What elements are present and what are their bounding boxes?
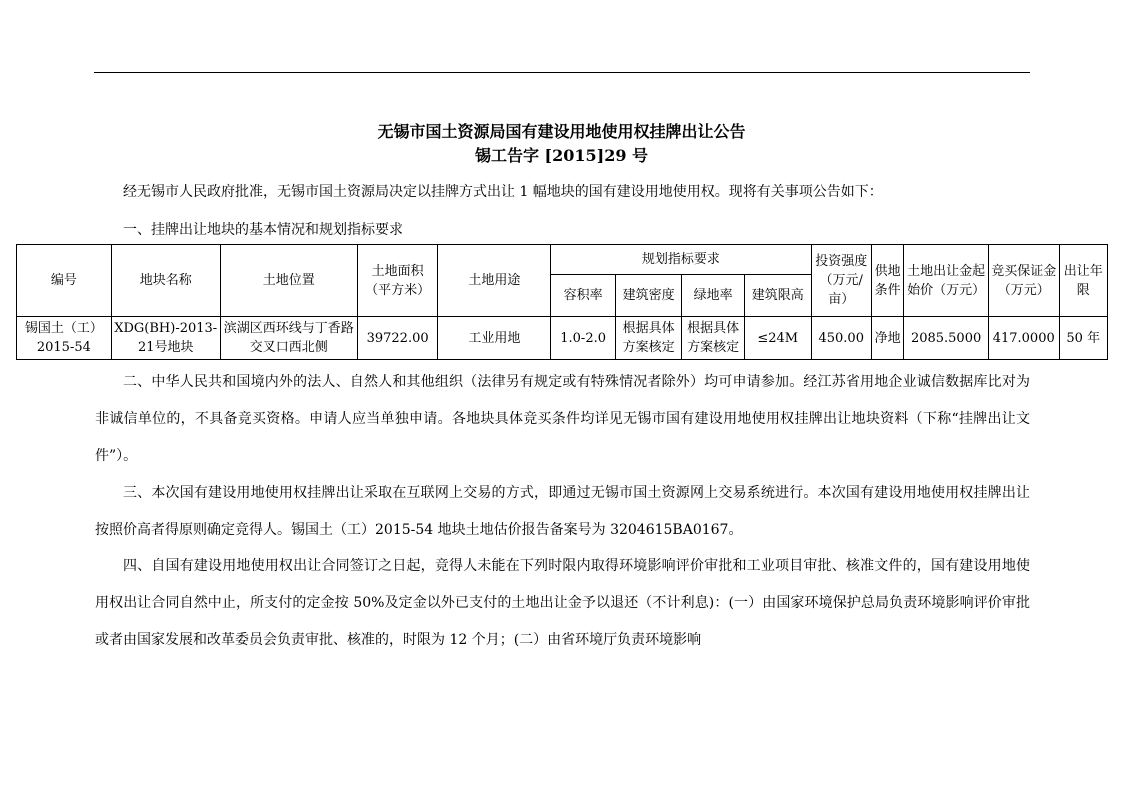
- cell-start-price: 2085.5000: [904, 317, 989, 360]
- cell-use: 工业用地: [438, 317, 551, 360]
- header-green: 绿地率: [682, 275, 745, 317]
- intro-paragraph: 经无锡市人民政府批准，无锡市国土资源局决定以挂牌方式出让 1 幅地块的国有建设用地使用权。现将有关事项公告如下：: [123, 184, 883, 200]
- page-title: 无锡市国土资源局国有建设用地使用权挂牌出让公告: [377, 122, 746, 141]
- header-height: 建筑限高: [744, 275, 811, 317]
- document-number: 锡工告字 [2015]29 号: [474, 146, 649, 165]
- cell-green: 根据具体方案核定: [682, 317, 745, 360]
- cell-term: 50 年: [1059, 317, 1107, 360]
- header-density: 建筑密度: [615, 275, 682, 317]
- land-parcel-table: [16, 244, 1108, 360]
- header-term: 出让年限: [1059, 245, 1107, 317]
- paragraph-4: 四、自国有建设用地使用权出让合同签订之日起，竞得人未能在下列时限内取得环境影响评价审批和工业项目审批、核准文件的，国有建设用地使用权出让合同自然中止，所支付的定金按 50%及定金以外已支付的土地出让金予以退还（不计利息)：(一）由国家环境保护总局负责环境影响评价审批或者由国家发展和改革委员会负责审批、核准的，时限为 12 个月；(二）由省环境厅负责环境影响: [95, 558, 1030, 648]
- header-rule: [94, 72, 1030, 73]
- cell-supply: 净地: [871, 317, 903, 360]
- cell-parcel-name: XDG(BH)-2013-21号地块: [111, 317, 220, 360]
- header-use: 土地用途: [438, 245, 551, 317]
- header-investment: 投资强度（万元/亩）: [811, 245, 871, 317]
- cell-area: 39722.00: [357, 317, 438, 360]
- header-planning: 规划指标要求: [551, 245, 811, 275]
- header-start-price: 土地出让金起始价（万元）: [904, 245, 989, 317]
- header-location: 土地位置: [220, 245, 357, 317]
- section-1-heading: 一、挂牌出让地块的基本情况和规划指标要求: [123, 222, 403, 238]
- paragraph-3: 三、本次国有建设用地使用权挂牌出让采取在互联网上交易的方式，即通过无锡市国土资源网上交易系统进行。本次国有建设用地使用权挂牌出让按照价高者得原则确定竞得人。锡国土（工）2015-54 地块土地估价报告备案号为 3204615BA0167。: [95, 485, 1030, 538]
- cell-location: 滨湖区西环线与丁香路交叉口西北侧: [220, 317, 357, 360]
- cell-deposit: 417.0000: [988, 317, 1059, 360]
- table-header-row: [17, 245, 1108, 275]
- cell-height: ≤24M: [744, 317, 811, 360]
- paragraph-2: 二、中华人民共和国境内外的法人、自然人和其他组织（法律另有规定或有特殊情况者除外）均可申请参加。经江苏省用地企业诚信数据库比对为非诚信单位的，不具备竞买资格。申请人应当单独申请。各地块具体竞买条件均详见无锡市国有建设用地使用权挂牌出让地块资料（下称“挂牌出让文件”）。: [95, 374, 1030, 464]
- header-area: 土地面积（平方米）: [357, 245, 438, 317]
- header-far: 容积率: [551, 275, 616, 317]
- header-supply: 供地条件: [871, 245, 903, 317]
- header-number: 编号: [17, 245, 112, 317]
- cell-density: 根据具体方案核定: [615, 317, 682, 360]
- cell-number: 锡国土（工）2015-54: [17, 317, 112, 360]
- header-deposit: 竞买保证金（万元）: [988, 245, 1059, 317]
- table-row: [17, 317, 1108, 360]
- cell-far: 1.0-2.0: [551, 317, 616, 360]
- cell-investment: 450.00: [811, 317, 871, 360]
- header-parcel-name: 地块名称: [111, 245, 220, 317]
